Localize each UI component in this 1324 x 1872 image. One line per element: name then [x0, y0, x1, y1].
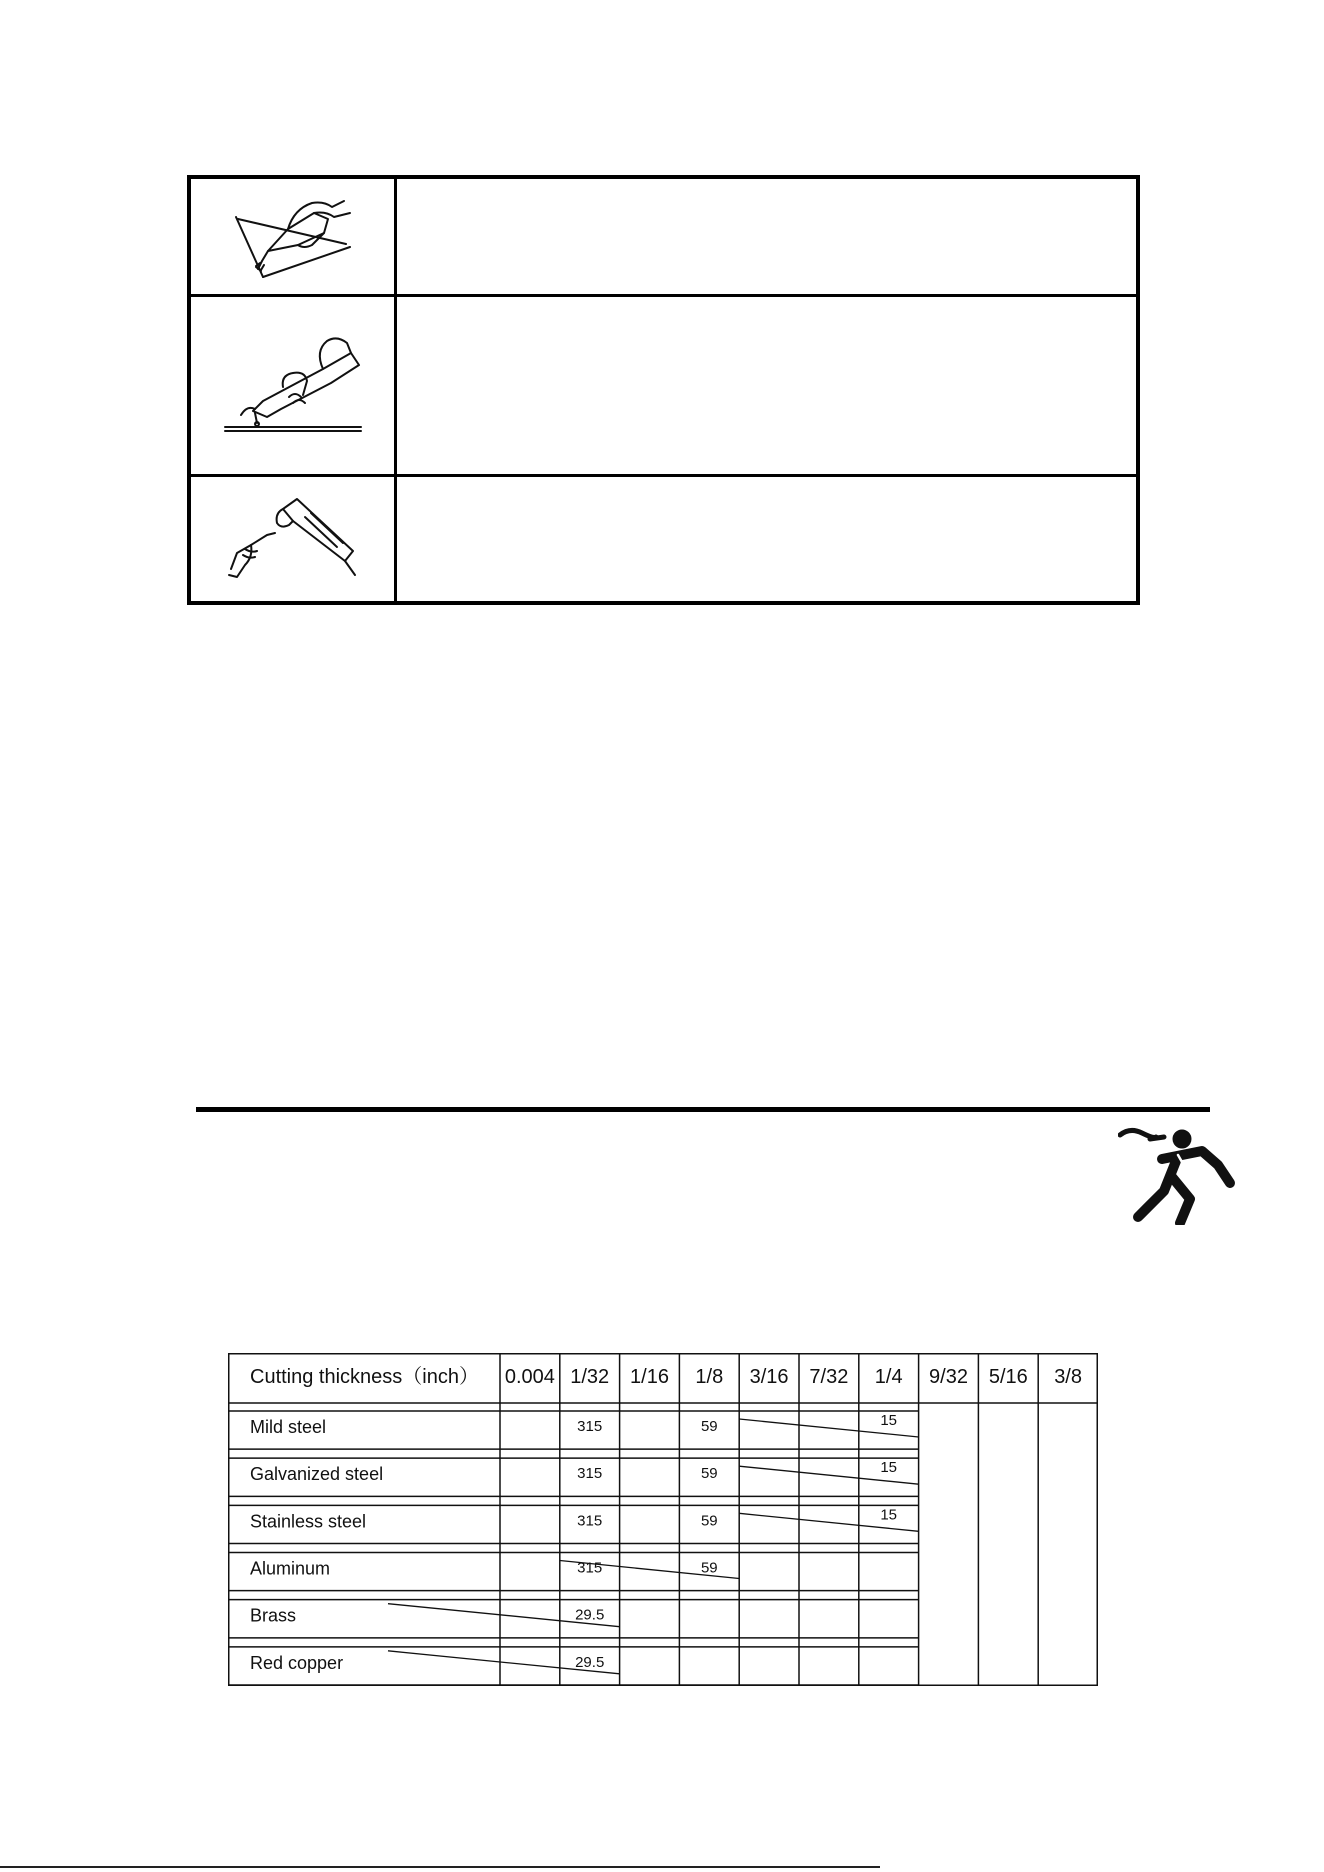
technique-text: [397, 297, 1136, 474]
material-label: Stainless steel: [250, 1511, 367, 1532]
technique-table: [187, 175, 1140, 605]
material-label: Red copper: [250, 1652, 344, 1673]
column-header: 5/16: [988, 1366, 1028, 1388]
column-header: 1/8: [695, 1366, 724, 1388]
speed-value: 315: [577, 1559, 603, 1577]
material-label: Brass: [250, 1605, 297, 1626]
material-label: Mild steel: [250, 1417, 327, 1437]
electric-shock-warning-icon: [1118, 1125, 1238, 1225]
column-header: 3/8: [1054, 1366, 1083, 1388]
speed-value: 59: [700, 1418, 718, 1435]
column-header: 1/16: [630, 1366, 669, 1388]
footer-rule: [0, 1866, 880, 1868]
column-header: 1/32: [570, 1366, 610, 1388]
material-label: Galvanized steel: [250, 1464, 384, 1485]
section-divider: [196, 1107, 1210, 1112]
technique-text: [397, 477, 1136, 601]
speed-value: 15: [880, 1412, 898, 1429]
speed-value: 29.5: [575, 1653, 605, 1671]
technique-row: [191, 294, 1136, 474]
column-headers: [505, 1366, 1082, 1388]
cell-values: [575, 1412, 897, 1671]
technique-row: [191, 474, 1136, 601]
column-header: 1/4: [874, 1366, 903, 1388]
cutting-speed-table: [228, 1353, 1098, 1693]
technique-text: [397, 179, 1136, 294]
speed-value: 15: [880, 1459, 898, 1477]
speed-value: 315: [577, 1465, 603, 1483]
material-label: Aluminum: [250, 1558, 331, 1579]
column-header: 0.004: [504, 1366, 555, 1388]
speed-value: 59: [700, 1512, 718, 1530]
row-labels: [250, 1417, 383, 1673]
column-header: 3/16: [749, 1366, 789, 1388]
hand-cutting-torch-on-plate-icon: [191, 179, 397, 294]
finger-pointing-at-torch-nozzle-icon: [191, 477, 397, 601]
header-label: Cutting thickness（inch）: [250, 1366, 479, 1388]
speed-value: 29.5: [575, 1606, 605, 1624]
hand-holding-torch-standoff-icon: [191, 297, 397, 474]
speed-value: 15: [880, 1506, 898, 1524]
interpolation-lines: [388, 1419, 919, 1674]
speed-value: 59: [700, 1465, 718, 1483]
column-header: 9/32: [929, 1366, 968, 1388]
speed-value: 315: [577, 1418, 603, 1435]
technique-row: [191, 179, 1136, 294]
speed-value: 315: [577, 1512, 603, 1530]
column-header: 7/32: [809, 1366, 849, 1388]
speed-value: 59: [700, 1559, 718, 1577]
